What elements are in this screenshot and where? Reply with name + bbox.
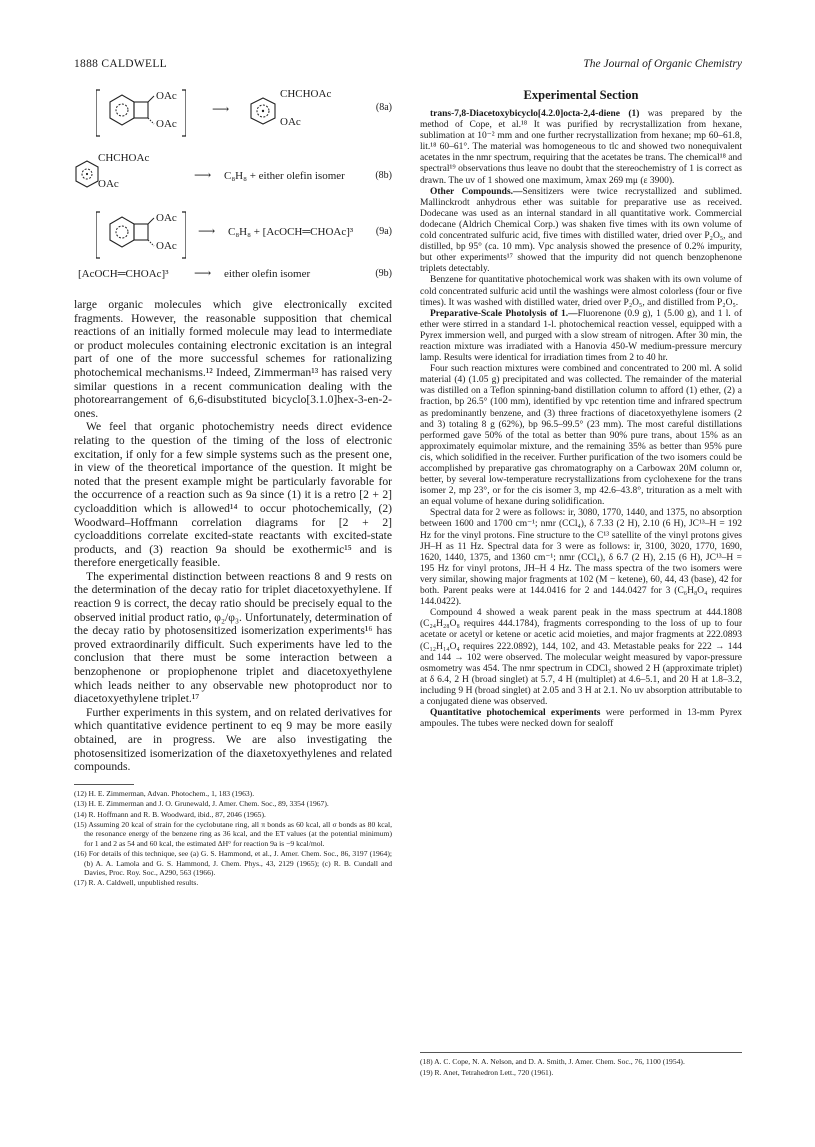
paragraph [420, 275, 742, 308]
footnote-18: (18) A. C. Cope, N. A. Nelson, and D. A. Smith, J. Amer. Chem. Soc., 76, 1100 (1954). [420, 1057, 685, 1067]
equation-number: (8b) [375, 170, 392, 181]
paragraph: The experimental distinction between reactions 8 and 9 rests on the determination of the decay ratio for triplet diacetoxyethylene. If reaction 9 is correct, the decay ratio should be precisely equal to the observed initial product ratio, φ₂/φ₃. Unfortunately, determination of the decay ratio by photosensitized isomerization experiments¹⁶ has proved extraordinarily difficult. Such experiments have led to the conclusion that there must be some interaction between a benzophenone or propiophenone triplet and diacetoxyethylene which leads neither to any observable new photoproduct nor to diacetoxyethylene triplet.¹⁷ [74, 569, 392, 706]
footnote-15: (15) Assuming 20 kcal of strain for the cyclobutane ring, all π bonds as 60 kcal, all σ bonds as 80 kcal, the resonance energy of the benzene ring as 36 kcal, and the ET values (at the potential minimum) for 1 and 2 as 54 and 60 kcal, the estimated ΔH° for reaction 9a is −9 kcal/mol. [74, 820, 392, 848]
footnote-16: (16) For details of this technique, see (a) G. S. Hammond, et al., J. Amer. Chem. Soc., 86, 3197 (1964); (b) A. A. Lamola and G. S. Hammond, J. Chem. Phys., 43, 2129 (1965); (c) R. B. Cundall and Davies, Proc. Roy. Soc., A290, 563 (1966). [74, 849, 392, 878]
paragraph: Further experiments in this system, and on related derivatives for which quantitative evidence pertinent to eq 9 may be more easily obtained, are in progress. We are also investigating the photosensitized isomerization of the diaxetoxyethylenes and related compounds. [74, 705, 392, 774]
paragraph-text: were performed in 13-mm Pyrex ampoules. The tubes were necked down for sealoff [420, 708, 742, 730]
page-header [74, 58, 742, 74]
paragraph [420, 708, 742, 730]
footnote-14: (14) R. Hoffmann and R. B. Woodward, ibid., 87, 2046 (1965). [74, 809, 266, 819]
paragraph [420, 309, 742, 364]
paragraph-text: Fluorenone (0.9 g), 1 (5.00 g), and 1 l. of ether were stirred in a standard 1-l. photochemical reaction vessel, equipped with a Pyrex immersion well, and purged with a slow stream of nitrogen. After 30 min, the reaction mixture was irradiated with a Hanovia 450-W medium-pressure mercury lamp. Results were identical for irradiation times from 2 to 40 hr. [420, 308, 742, 364]
paragraph-lead: trans-7,8-Diacetoxybicyclo[4.2.0]octa-2,4-diene (1) [430, 109, 640, 119]
reaction-scheme [74, 88, 392, 298]
reaction-products: either olefin isomer [224, 268, 311, 280]
reaction-products: C₈H₈ + [AcOCH═CHOAc]³ [228, 226, 354, 238]
paragraph-lead: Other Compounds.— [430, 186, 523, 197]
acetate-label-lower: OAc [156, 118, 177, 130]
equation-number: (9b) [375, 268, 392, 279]
product-acetate-label: OAc [280, 116, 301, 128]
journal-title: The Journal of Organic Chemistry [583, 58, 742, 70]
acetate-label-upper: OAc [156, 90, 177, 102]
paragraph-text: was prepared by the method of Cope, et al.¹⁸ It was purified by recrystallization from hexane, sublimation at 10⁻² mm and one further recrystallization from hexane; mp 60–61.8, lit.¹⁸ 60–61°. The material was homogeneous to tlc and showed two nonequivalent acetates in the nmr spectrum, requiring that the acetates be trans. The chemical¹⁸ and spectral¹⁹ observations thus leave no doubt that the stereochemistry of 1 is correct as drawn. The uv of 1 showed one maximum, λmax 269 mμ (ε 3900). [420, 109, 743, 186]
reaction-arrow: ⟶ [198, 224, 216, 238]
left-column [74, 88, 392, 1118]
footnote-17: (17) R. A. Caldwell, unpublished results. [74, 878, 199, 888]
footnote-12: (12) H. E. Zimmerman, Advan. Photochem., 1, 183 (1963). [74, 788, 255, 798]
benzyl-radical-structure [246, 96, 280, 128]
acetate-label-lower: OAc [156, 240, 177, 252]
equation-number: (9a) [375, 226, 392, 237]
benzyl-radical-structure [74, 160, 100, 190]
page-number-author: 1888 CALDWELL [74, 58, 168, 70]
paragraph [420, 364, 742, 508]
paragraph-text: Sensitizers were twice recrystallized and sublimed. Mallinckrodt anhydrous ether was suitable for preparative use as received. Dodecane was used as an internal standard in all quantitative work. Commercial dodecane (Aldrich Chemical Corp.) was shaken five times with its own volume of cold concentrated sulfuric acid, five times with distilled water, dried over P₂O₅, and distilled, bp 95° (ca. 10 mm). Vpc analysis showed the presence of 0.2% impurity, but other experiments¹⁷ showed that the impurity did not quench benzophenone triplets detectably. [420, 186, 743, 275]
paragraph-lead: Preparative-Scale Photolysis of 1.— [430, 308, 578, 319]
reaction-8a [74, 88, 392, 132]
paragraph-text: Spectral data for 2 were as follows: ir, 3080, 1770, 1440, and 1375, no absorption between 1600 and 1700 cm⁻¹; nmr (CCl₄), δ 7.33 (2 H), 2.10 (6 H), JC¹³–H = 192 Hz for the vinyl protons. Fine structure to the C¹³ satellite of the vinyl protons gives JH–H as 11 Hz. Spectral data for 3 were as follows: ir, 3100, 3020, 1770, 1690, 1620, 1440, 1375, and 1360 cm⁻¹; nmr (CCl₄), δ 6.7 (2 H), 2.15 (6 H), JC¹³–H = 195 Hz for vinyl protons, JH–H 4 Hz. The mass spectra of the two isomers were very similar, showing major fragments at 102 (M − ketene), 60, 44, 43 (base), 42 for both. Parent peaks were at 144.0416 for 2 and 144.0427 for 3 (C₆H₈O₄ requires 144.0422). [420, 508, 742, 608]
footnotes-left [74, 784, 392, 888]
reactant-acetate-label: OAc [98, 178, 119, 190]
reactant-chain-label: CHCHOAc [98, 152, 150, 164]
product-chain-label: CHCHOAc [280, 88, 332, 100]
reaction-9b [74, 266, 392, 288]
reaction-arrow: ⟶ [212, 102, 230, 116]
paragraph-text: Compound 4 showed a weak parent peak in the mass spectrum at 444.1808 (C₂₄H₂₈O₈ requires 444.1784), fragments corresponding to the loss of up to four acetate or acetyl or ketene or acetic acid moieties, and major fragments at 222.0893 (C₁₂H₁₄O₄ requires 222.0892), 144, 102, and 43. Metastable peaks for 222 → 144 and 144 → 102 were observed. The molecular weight measured by vapor-pressure osmometry was 454. The nmr spectrum in CDCl₃ showed 2 H (approximate triplet) at δ 6.4, 2 H (broad singlet) at 5.7, 4 H (multiplet) at 4.6–5.1, and 20 H at 1.8–3.2, including 9 H (broad singlet) at 2.05 and 3 H at 2.1. No uv absorption attributable to a conjugated diene was observed. [420, 608, 742, 707]
equation-number: (8a) [375, 102, 392, 113]
reaction-8b [74, 150, 392, 194]
paragraph-lead: Quantitative photochemical experiments [430, 708, 601, 719]
footnote-rule [74, 784, 134, 785]
experimental-body [420, 109, 742, 730]
paragraph: We feel that organic photochemistry needs direct evidence relating to the question of the timing of the loss of electronic excitation, if only for a few simple systems such as the present one, in view of the theoretical importance of the question. It might be noted that the present example might be particularly favorable for the occurrence of a reaction such as 9a since (1) it is a retro [2 + 2] cycloaddition which is allowed¹⁴ to occur photochemically, (2) Woodward–Hoffmann correlation diagrams for [2 + 2] cycloadditions correlate excited-state reactants with excited-state products, and (3) reaction 9a should be exothermic¹⁵ and is therefore energetically feasible. [74, 420, 392, 570]
right-column [420, 88, 742, 1118]
footnote-13: (13) H. E. Zimmerman and J. O. Grunewald, J. Amer. Chem. Soc., 89, 3354 (1967). [74, 799, 329, 809]
left-body [74, 298, 392, 774]
reaction-products: C₈H₈ + either olefin isomer [224, 170, 345, 182]
reaction-arrow: ⟶ [194, 168, 212, 182]
paragraph [420, 187, 742, 276]
paragraph-text: Benzene for quantitative photochemical work was shaken with its own volume of cold concentrated sulfuric acid until the washings were almost colorless (four or five times). It was washed with distilled water, dried over P₂O₅, and distilled from P₂O₅. [420, 275, 742, 308]
paragraph [420, 109, 742, 187]
paragraph [420, 608, 742, 708]
paragraph-text: Four such reaction mixtures were combined and concentrated to 200 ml. A solid material (4) (1.05 g) precipitated and was collected. The remainder of the material was distilled on a Teflon spinning-band distillation column to afford (1) ether, (2) a fraction, bp 26.5° (100 mm), identified by vpc retention time and infrared spectrum as predominantly benzene, and (3) three fractions of diacetoxyethylene isomers (2 and 3) totaling 8 g (62%), bp 96.5–99.5° (23 mm). The most careful distillations performed gave 50% of the total as better than 90% pure trans, about 15% as an approximately equimolar mixture, and the remaining 35% as better than 95% pure cis, which solidified in the receiver. Further purification of the two isomers could be accomplished by preparative gas chromatography on a Carbowax 20M column or, better, by several low-temperature recrystallizations from cyclohexene for the trans isomer 2, mp 23°, or for the cis isomer 3, mp 42.6–43.8°, trituration as a melt with an equal volume of hexane during solidification. [420, 364, 742, 508]
paragraph: large organic molecules which give electronically excited fragments. However, the reasonable supposition that chemical reactions of an initially formed molecule may lead to intermediate or product molecules containing electronic excitation is an integral part of one of the more successful schemes for rationalizing photochemical mechanisms.¹² Indeed, Zimmerman¹³ has raised very similar questions in a recent communication dealing with the photorearrangement of 6,6-disubstituted bicyclo[3.1.0]hex-3-en-2-ones. [74, 298, 392, 420]
reaction-9a [74, 210, 392, 254]
reaction-arrow: ⟶ [194, 266, 212, 280]
triplet-reactant: [AcOCH═CHOAc]³ [78, 268, 169, 280]
footnote-19: (19) R. Anet, Tetrahedron Lett., 720 (1961). [420, 1067, 554, 1077]
paragraph [420, 508, 742, 608]
footnotes-right [420, 1052, 742, 1078]
acetate-label-upper: OAc [156, 212, 177, 224]
section-title: Experimental Section [523, 88, 639, 102]
